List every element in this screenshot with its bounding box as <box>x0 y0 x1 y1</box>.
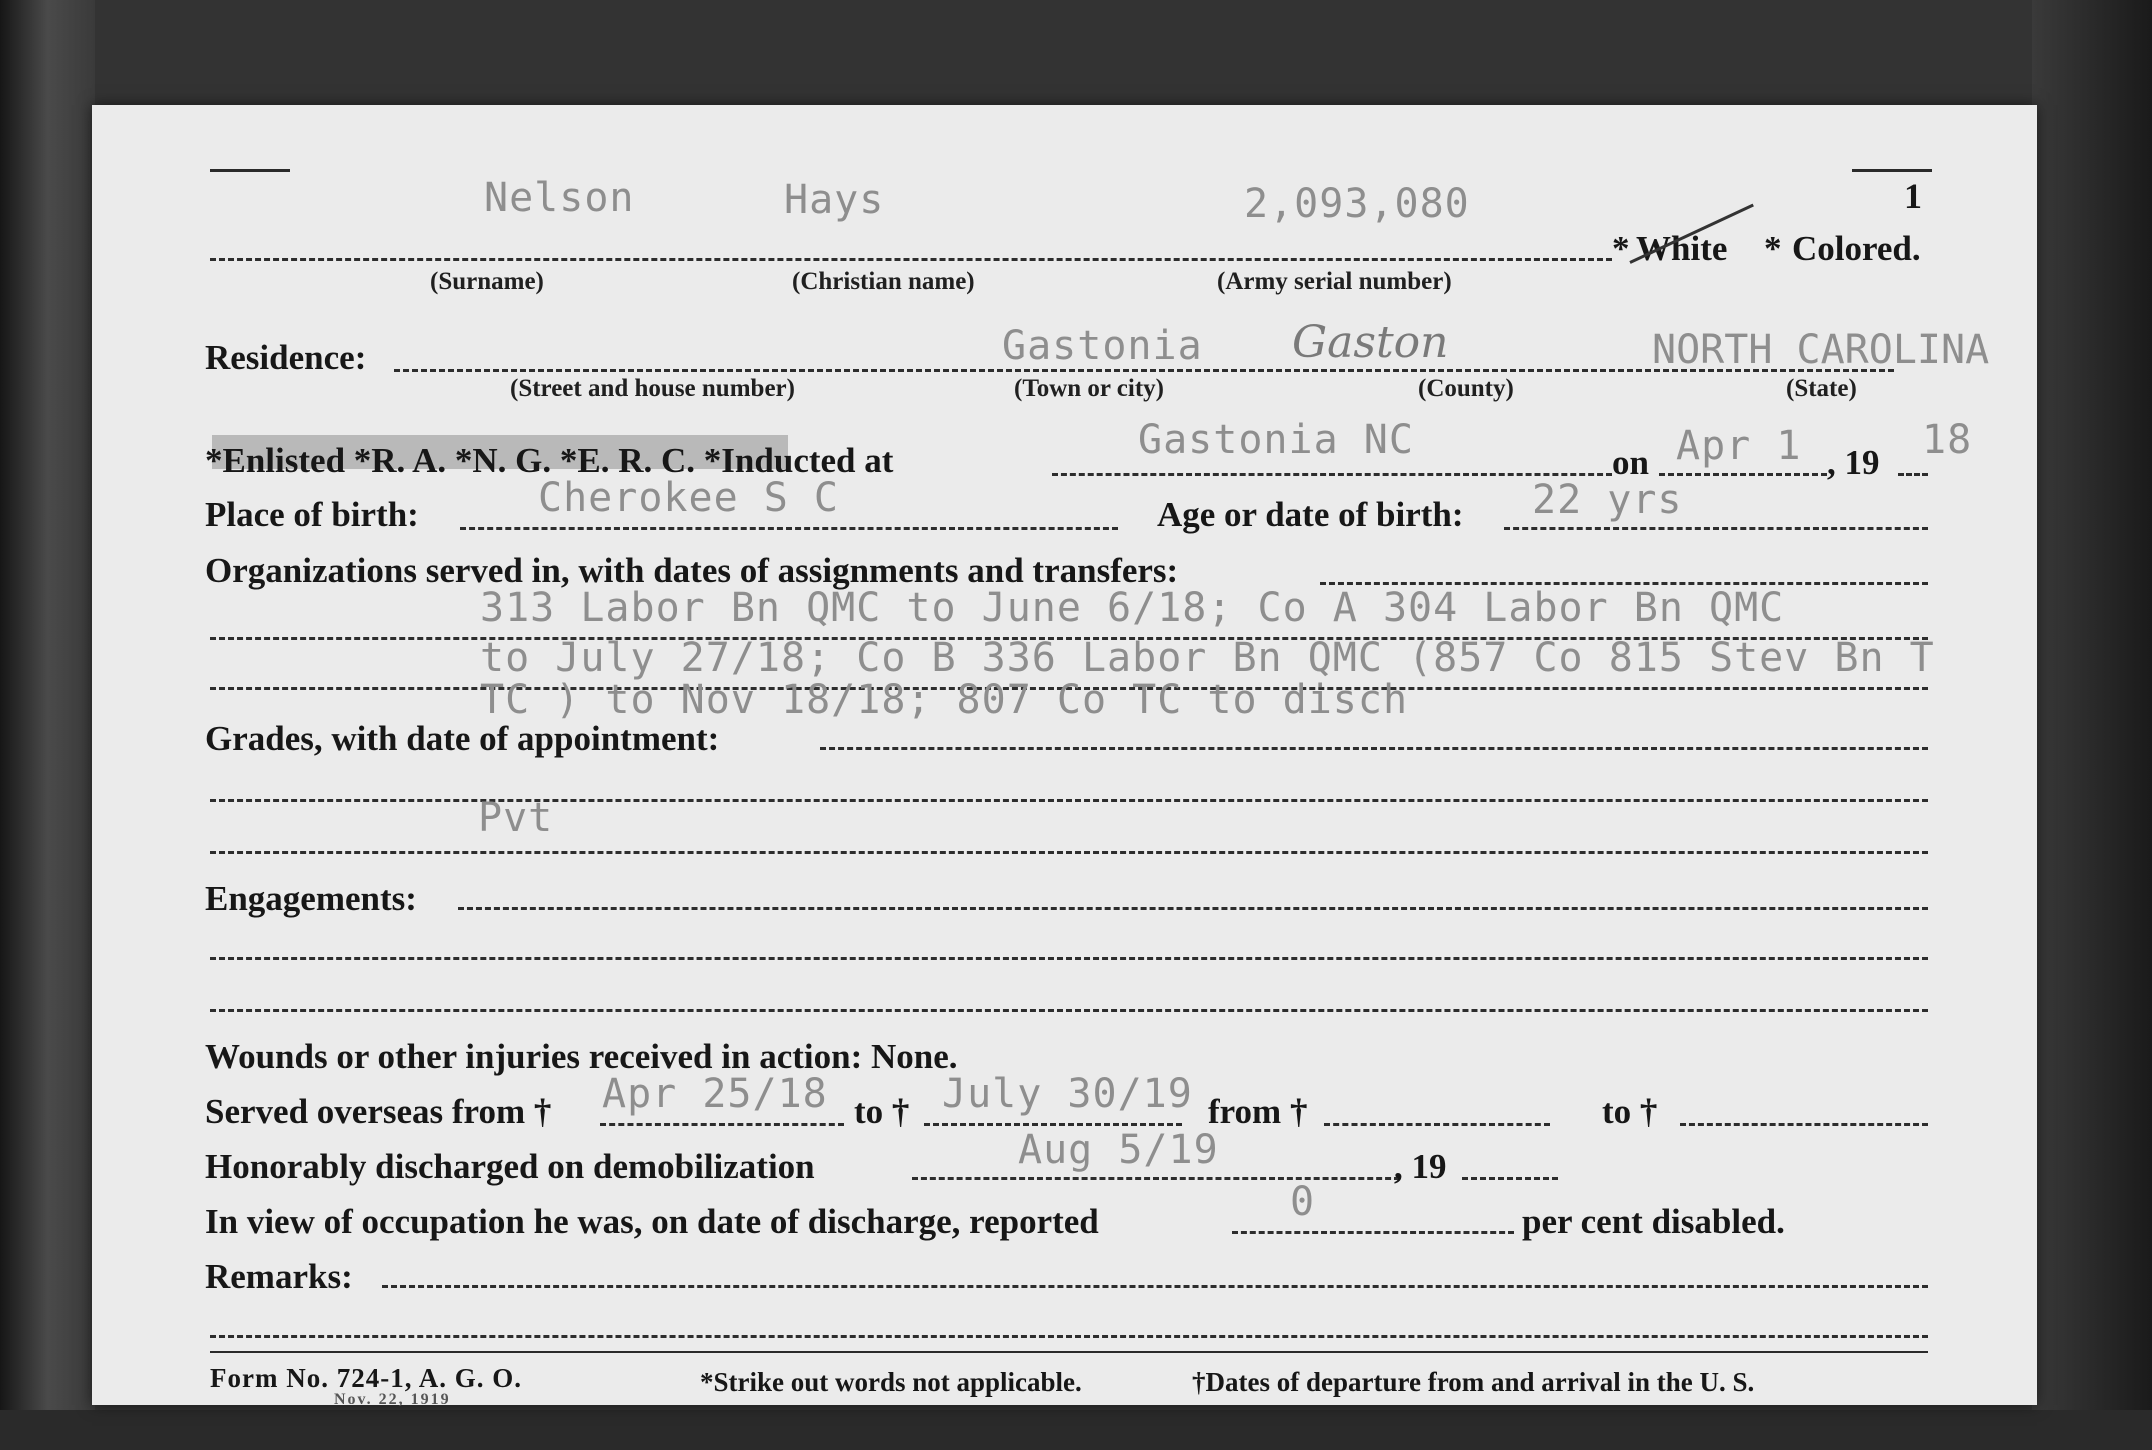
christian-name-caption: (Christian name) <box>792 268 975 295</box>
overseas-to2-line <box>1680 1123 1928 1126</box>
residence-town: Gastonia <box>1002 323 1203 369</box>
street-caption: (Street and house number) <box>510 375 795 402</box>
form-number: Form No. 724-1, A. G. O. <box>210 1363 522 1393</box>
scan-border-right <box>2032 0 2152 1450</box>
scan-border-bottom <box>0 1410 2152 1450</box>
overseas-to2-label: to † <box>1602 1092 1658 1131</box>
residence-county: Gaston <box>1292 317 1449 368</box>
overseas-from2-label: from † <box>1208 1092 1308 1131</box>
engagements-label: Engagements: <box>205 879 417 918</box>
race-star-colored: * <box>1764 229 1782 268</box>
remarks-line-1 <box>210 1335 1928 1338</box>
discharge-year-prefix: , 19 <box>1394 1147 1447 1186</box>
engagements-line-2 <box>210 1009 1928 1012</box>
strike-note: *Strike out words not applicable. <box>700 1367 1082 1397</box>
discharge-date-line <box>912 1177 1400 1180</box>
christian-name-value: Hays <box>784 177 885 223</box>
remarks-line-0 <box>382 1285 1928 1288</box>
overseas-from2-line <box>1324 1123 1550 1126</box>
state-caption: (State) <box>1786 375 1857 402</box>
place-of-birth-label: Place of birth: <box>205 495 419 534</box>
race-white-label: White <box>1636 229 1728 268</box>
discharge-year-line <box>1462 1177 1558 1180</box>
engagements-line-1 <box>210 957 1928 960</box>
overseas-from-value: Apr 25/18 <box>602 1071 828 1117</box>
organizations-label: Organizations served in, with dates of assignments and transfers: <box>205 551 1179 590</box>
remarks-label: Remarks: <box>205 1257 353 1296</box>
card-number: 1 <box>1904 176 1922 216</box>
top-left-mark <box>210 169 290 172</box>
induction-year-line <box>1898 473 1928 476</box>
serial-caption: (Army serial number) <box>1217 268 1452 295</box>
disability-line <box>1232 1231 1514 1234</box>
overseas-from-label: Served overseas from † <box>205 1092 552 1131</box>
scan-border-left <box>0 0 95 1450</box>
surname-value: Nelson <box>484 175 635 221</box>
age-label: Age or date of birth: <box>1157 495 1464 534</box>
induction-date-line <box>1659 473 1827 476</box>
inducted-at-line <box>1052 473 1612 476</box>
grade-value: Pvt <box>478 795 554 841</box>
grades-line-1 <box>210 799 1928 802</box>
top-right-mark <box>1852 169 1932 172</box>
discharge-date-value: Aug 5/19 <box>1018 1127 1219 1173</box>
overseas-to-label: to † <box>854 1092 910 1131</box>
wounds-label: Wounds or other injuries received in action: None. <box>205 1037 958 1076</box>
overseas-from-line <box>600 1123 844 1126</box>
race-colored-label: Colored. <box>1792 229 1921 268</box>
footer-rule <box>210 1351 1928 1353</box>
enlisted-label: *Enlisted *R. A. *N. G. *E. R. C. *Inducted at <box>205 441 894 480</box>
overseas-to-line <box>924 1123 1182 1126</box>
place-of-birth-value: Cherokee S C <box>538 475 839 521</box>
residence-label: Residence: <box>205 338 367 377</box>
induction-year-prefix: , 19 <box>1827 443 1880 482</box>
organization-entry-1: 313 Labor Bn QMC to June 6/18; Co A 304 Labor Bn QMC <box>480 585 1785 631</box>
serial-number-value: 2,093,080 <box>1244 181 1470 227</box>
residence-state: NORTH CAROLINA <box>1652 327 1990 373</box>
organization-entry-3: TC ) to Nov 18/18; 807 Co TC to disch <box>480 677 1409 723</box>
disability-label: In view of occupation he was, on date of discharge, reported <box>205 1202 1099 1241</box>
disability-suffix: per cent disabled. <box>1522 1202 1785 1241</box>
grades-label: Grades, with date of appointment: <box>205 719 720 758</box>
surname-caption: (Surname) <box>430 268 544 295</box>
age-value: 22 yrs <box>1532 477 1683 523</box>
on-label: on <box>1612 443 1649 482</box>
engagements-line-0 <box>458 907 1928 910</box>
race-star-white: * <box>1612 229 1630 268</box>
place-of-birth-line <box>460 527 1118 530</box>
induction-date-value: Apr 1 <box>1676 423 1802 469</box>
service-record-card <box>92 105 2037 1408</box>
name-line <box>210 258 1612 261</box>
grades-line-0 <box>820 747 1928 750</box>
dates-note: †Dates of departure from and arrival in the U. S. <box>1192 1367 1755 1397</box>
organization-entry-2: to July 27/18; Co B 336 Labor Bn QMC (857 Co 815 Stev Bn T <box>480 635 1935 681</box>
discharged-label: Honorably discharged on demobilization <box>205 1147 815 1186</box>
county-caption: (County) <box>1418 375 1514 402</box>
form-date: Nov. 22, 1919 <box>334 1391 451 1408</box>
grades-line-2 <box>210 851 1928 854</box>
overseas-to-value: July 30/19 <box>942 1071 1193 1117</box>
town-caption: (Town or city) <box>1014 375 1164 402</box>
inducted-at-value: Gastonia NC <box>1138 417 1414 463</box>
disability-percent-value: 0 <box>1290 1179 1316 1225</box>
induction-year-value: 18 <box>1922 417 1973 463</box>
age-line <box>1504 527 1928 530</box>
